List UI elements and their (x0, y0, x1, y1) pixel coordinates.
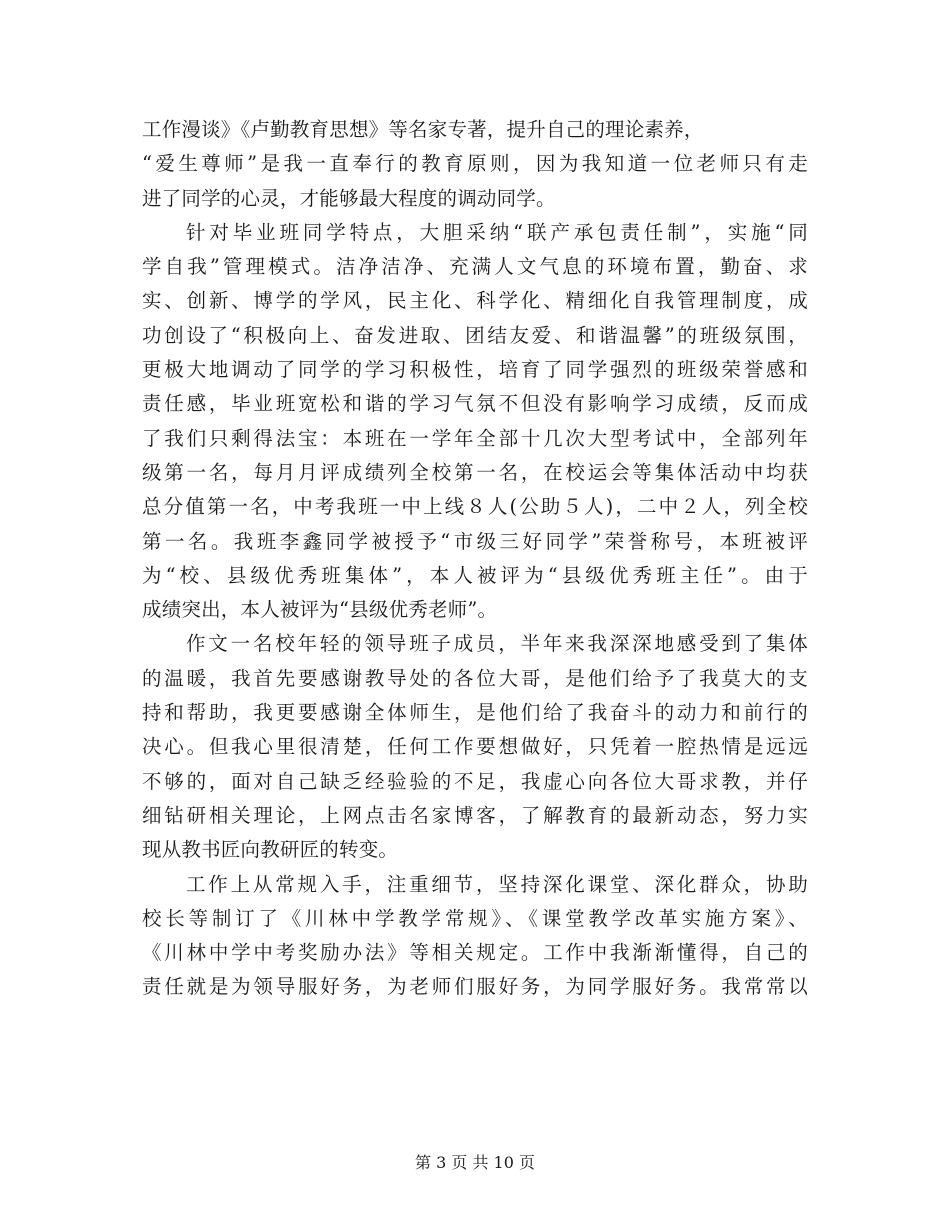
text-line: 级第一名，每月月评成绩列全校第一名，在校运会等集体活动中均获 (142, 460, 808, 484)
text-line: 更极大地调动了同学的学习积极性，培育了同学强烈的班级荣誉感和 (142, 358, 808, 382)
text-line: 学自我”管理模式。洁净洁净、充满人文气息的环境布置，勤奋、求 (142, 255, 808, 279)
text-line: 现从教书匠向教研匠的转变。 (142, 838, 399, 862)
text-line: 进了同学的心灵，才能够最大程度的调动同学。 (142, 186, 556, 210)
text-line: 持和帮助，我更要感谢全体师生，是他们给了我奋斗的动力和前行的 (142, 701, 808, 725)
text-line: 责任感，毕业班宽松和谐的学习气氛不但没有影响学习成绩，反而成 (142, 392, 808, 416)
text-line: 作文一名校年轻的领导班子成员，半年来我深深地感受到了集体 (186, 632, 808, 656)
document-body (142, 113, 808, 1005)
text-line: 校长等制订了《川林中学教学常规》、《课堂教学改革实施方案》、 (142, 906, 808, 930)
text-line: 第一名。我班李鑫同学被授予“市级三好同学”荣誉称号，本班被评 (142, 529, 808, 553)
text-line: 实、创新、博学的学风，民主化、科学化、精细化自我管理制度，成 (142, 289, 808, 313)
text-line: 功创设了“积极向上、奋发进取、团结友爱、和谐温馨”的班级氛围， (142, 323, 808, 347)
text-line: 成绩突出，本人被评为“县级优秀老师”。 (142, 598, 498, 622)
text-line: 为“校、县级优秀班集体”，本人被评为“县级优秀班主任”。由于 (142, 563, 808, 587)
text-line: 了我们只剩得法宝：本班在一学年全部十几次大型考试中，全部列年 (142, 426, 808, 450)
text-line: 工作漫谈》《卢勤教育思想》等名家专著，提升自己的理论素养， (142, 118, 704, 141)
text-line: 总分值第一名，中考我班一中上线８人(公助５人)，二中２人，列全校 (142, 495, 808, 519)
text-line: “爱生尊师”是我一直奉行的教育原则，因为我知道一位老师只有走 (142, 152, 808, 176)
text-line: 细钻研相关理论，上网点击名家博客，了解教育的最新动态，努力实 (142, 803, 808, 827)
text-line: 决心。但我心里很清楚，任何工作要想做好，只凭着一腔热情是远远 (142, 735, 808, 759)
text-line: 不够的，面对自己缺乏经验验的不足，我虚心向各位大哥求教，并仔 (142, 769, 808, 793)
text-line: 的温暖，我首先要感谢教导处的各位大哥，是他们给予了我莫大的支 (142, 666, 808, 690)
text-line: 针对毕业班同学特点，大胆采纳“联产承包责任制”，实施“同 (186, 220, 808, 244)
text-line: 工作上从常规入手，注重细节，坚持深化课堂、深化群众，协助 (186, 872, 808, 896)
text-line: 责任就是为领导服好务，为老师们服好务，为同学服好务。我常常以 (142, 975, 808, 999)
text-line: 《川林中学中考奖励办法》等相关规定。工作中我渐渐懂得，自己的 (142, 941, 808, 965)
page-footer: 第 3 页 共 10 页 (415, 1153, 535, 1172)
